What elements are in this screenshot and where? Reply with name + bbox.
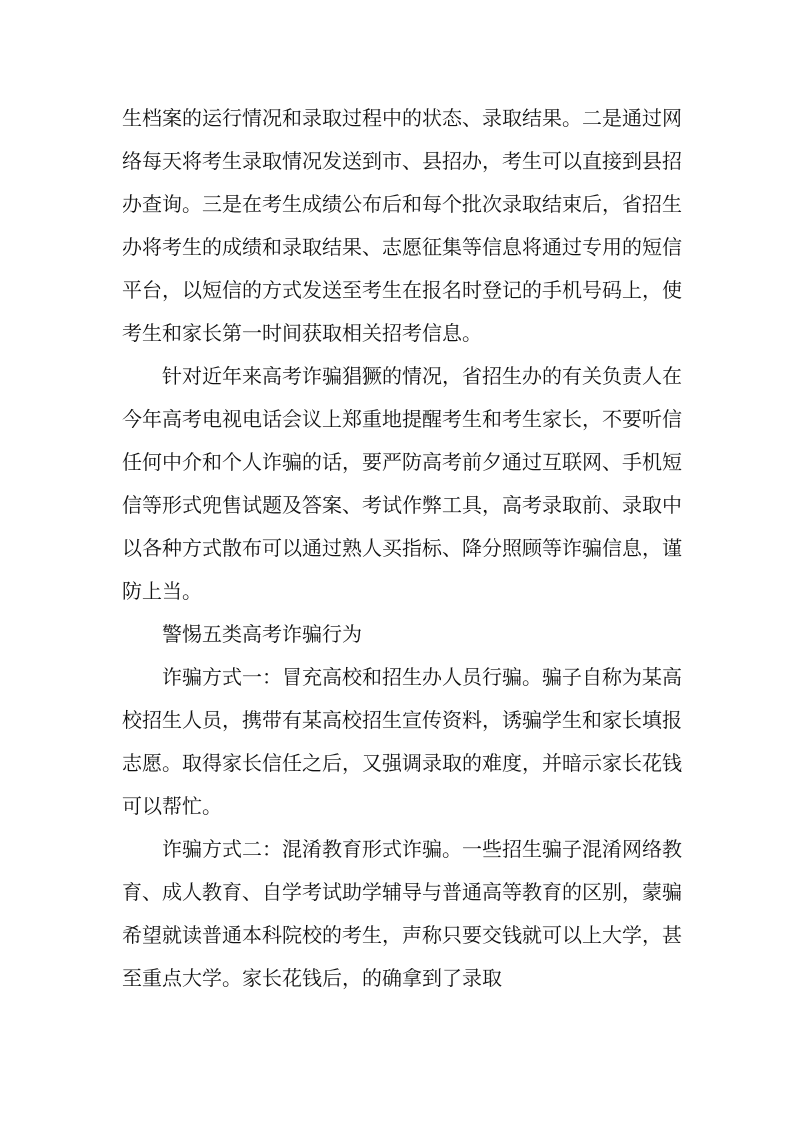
section-heading: 警惕五类高考诈骗行为 [162,622,362,646]
paragraph-continuation: 生档案的运行情况和录取过程中的状态、录取结果。二是通过网络每天将考生录取情况发送到市、县招办，考生可以直接到县招办查询。三是在考生成绩公布后和每个批次录取结束后，省招生办将考生的成绩和录取结果、志愿征集等信息将通过专用的短信平台，以短信的方式发送至考生在报名时登记的手机号码上，使考生和家长第一时间获取相关招考信息。 [122,106,682,345]
paragraph-fraud-method-1: 诈骗方式一：冒充高校和招生办人员行骗。骗子自称为某高校招生人员，携带有某高校招生宣传资料，诱骗学生和家长填报志愿。取得家长信任之后，又强调录取的难度，并暗示家长花钱可以帮忙。 [122,665,682,818]
body-text [122,97,682,1000]
paragraph-fraud-warning: 针对近年来高考诈骗猖獗的情况，省招生办的有关负责人在今年高考电视电话会议上郑重地提醒考生和考生家长，不要听信任何中介和个人诈骗的话，要严防高考前夕通过互联网、手机短信等形式兜售试题及答案、考试作弊工具，高考录取前、录取中以各种方式散布可以通过熟人买指标、降分照顾等诈骗信息，谨防上当。 [122,364,682,603]
paragraph-fraud-method-2: 诈骗方式二：混淆教育形式诈骗。一些招生骗子混淆网络教育、成人教育、自学考试助学辅导与普通高等教育的区别，蒙骗希望就读普通本科院校的考生，声称只要交钱就可以上大学，甚至重点大学。家长花钱后，的确拿到了录取 [122,837,682,990]
